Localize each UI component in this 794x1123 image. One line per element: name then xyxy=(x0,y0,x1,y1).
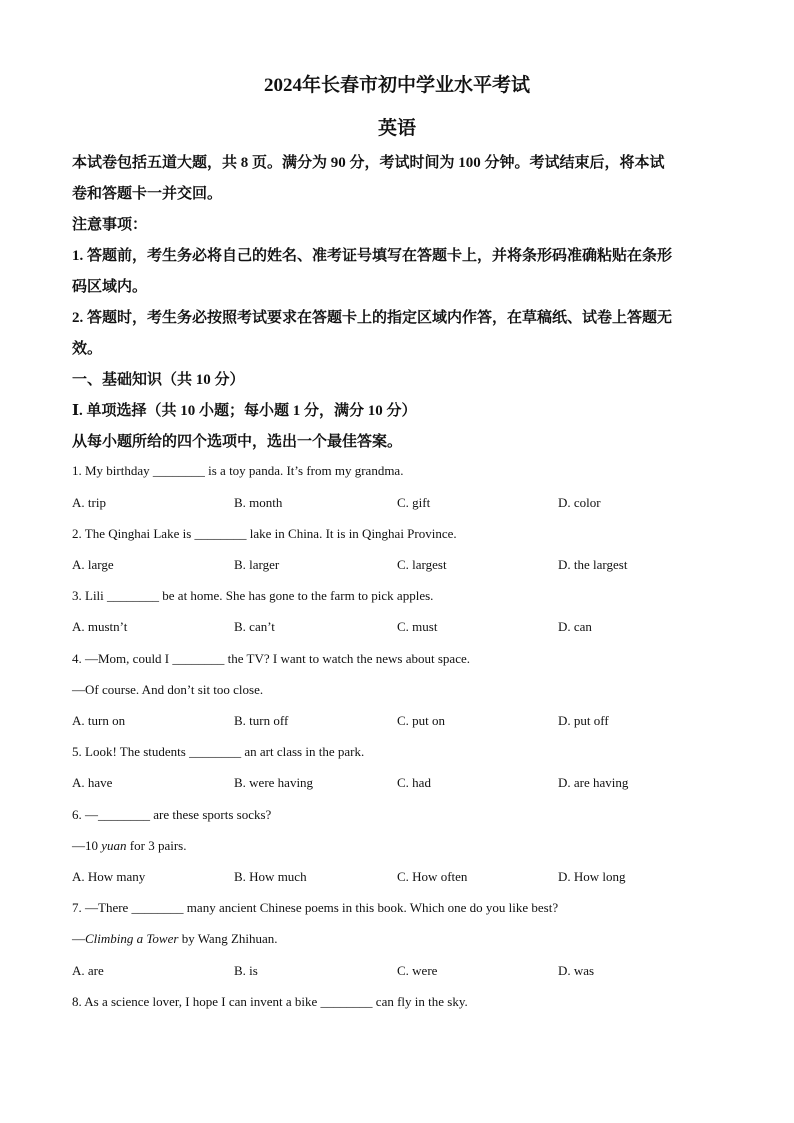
question-7-reply-post: by Wang Zhihuan. xyxy=(178,931,278,946)
question-7-option-c: C. were xyxy=(397,963,438,978)
question-7-reply-pre: — xyxy=(72,931,85,946)
intro-line-1: 本试卷包括五道大题，共 8 页。满分为 90 分，考试时间为 100 分钟。考试结束后，将本试 xyxy=(72,155,665,171)
question-2-option-d: D. the largest xyxy=(558,557,628,572)
notice-heading: 注意事项： xyxy=(72,217,148,233)
intro-line-2: 卷和答题卡一并交回。 xyxy=(72,186,223,202)
subsection-heading: Ⅰ. 单项选择（共 10 小题；每小题 1 分，满分 10 分） xyxy=(72,403,417,419)
question-1-option-b: B. month xyxy=(234,495,283,510)
question-6-reply-italic: yuan xyxy=(101,838,127,853)
question-6-option-b: B. How much xyxy=(234,869,307,884)
question-4-reply: —Of course. And don’t sit too close. xyxy=(72,682,264,697)
question-1-stem: 1. My birthday ________ is a toy panda. It’s from my grandma. xyxy=(72,463,404,478)
question-3-stem: 3. Lili ________ be at home. She has gone to the farm to pick apples. xyxy=(72,588,434,603)
question-1-option-c: C. gift xyxy=(397,495,431,510)
question-5-option-b: B. were having xyxy=(234,775,314,790)
question-2-option-c: C. largest xyxy=(397,557,447,572)
question-3-option-d: D. can xyxy=(558,619,592,634)
question-6-stem: 6. —________ are these sports socks? xyxy=(72,807,272,822)
question-3-option-b: B. can’t xyxy=(234,619,275,634)
notice-1-line-1: 1. 答题前，考生务必将自己的姓名、准考证号填写在答题卡上，并将条形码准确粘贴在条形 xyxy=(72,248,673,264)
notice-2-line-1: 2. 答题时，考生务必按照考试要求在答题卡上的指定区域内作答，在草稿纸、试卷上答题无 xyxy=(72,310,673,326)
question-2-option-b: B. larger xyxy=(234,557,280,572)
question-1-option-d: D. color xyxy=(558,495,601,510)
question-4-option-c: C. put on xyxy=(397,713,446,728)
question-6-option-a: A. How many xyxy=(72,869,146,884)
question-4-stem: 4. —Mom, could I ________ the TV? I want to watch the news about space. xyxy=(72,651,470,666)
question-7-reply-italic: Climbing a Tower xyxy=(85,931,179,946)
question-8-stem: 8. As a science lover, I hope I can invent a bike ________ can fly in the sky. xyxy=(72,994,468,1009)
question-5-option-c: C. had xyxy=(397,775,431,790)
question-7-stem: 7. —There ________ many ancient Chinese poems in this book. Which one do you like best? xyxy=(72,900,559,915)
question-4-option-b: B. turn off xyxy=(234,713,289,728)
question-2-option-a: A. large xyxy=(72,557,114,572)
subject-title: 英语 xyxy=(377,118,416,139)
question-7-option-a: A. are xyxy=(72,963,104,978)
notice-2-line-2: 效。 xyxy=(72,341,103,357)
question-4-option-a: A. turn on xyxy=(72,713,126,728)
question-5-option-d: D. are having xyxy=(558,775,629,790)
question-3-option-a: A. mustn’t xyxy=(72,619,128,634)
notice-1-line-2: 码区域内。 xyxy=(72,279,148,295)
question-6-option-c: C. How often xyxy=(397,869,468,884)
question-1-option-a: A. trip xyxy=(72,495,106,510)
question-2-stem: 2. The Qinghai Lake is ________ lake in China. It is in Qinghai Province. xyxy=(72,526,457,541)
question-6-reply-pre: —10 xyxy=(72,838,102,853)
question-6-reply-post: for 3 pairs. xyxy=(126,838,187,853)
question-6-option-d: D. How long xyxy=(558,869,626,884)
question-5-option-a: A. have xyxy=(72,775,113,790)
question-3-option-c: C. must xyxy=(397,619,438,634)
question-5-stem: 5. Look! The students ________ an art class in the park. xyxy=(72,744,365,759)
page-title: 2024年长春市初中学业水平考试 xyxy=(263,75,530,96)
section-instruction: 从每小题所给的四个选项中，选出一个最佳答案。 xyxy=(72,434,403,450)
question-7-option-d: D. was xyxy=(558,963,595,978)
question-7-option-b: B. is xyxy=(234,963,258,978)
section-heading: 一、基础知识（共 10 分） xyxy=(72,372,245,388)
question-4-option-d: D. put off xyxy=(558,713,609,728)
question-7-reply xyxy=(72,931,722,947)
question-6-reply xyxy=(72,838,722,854)
